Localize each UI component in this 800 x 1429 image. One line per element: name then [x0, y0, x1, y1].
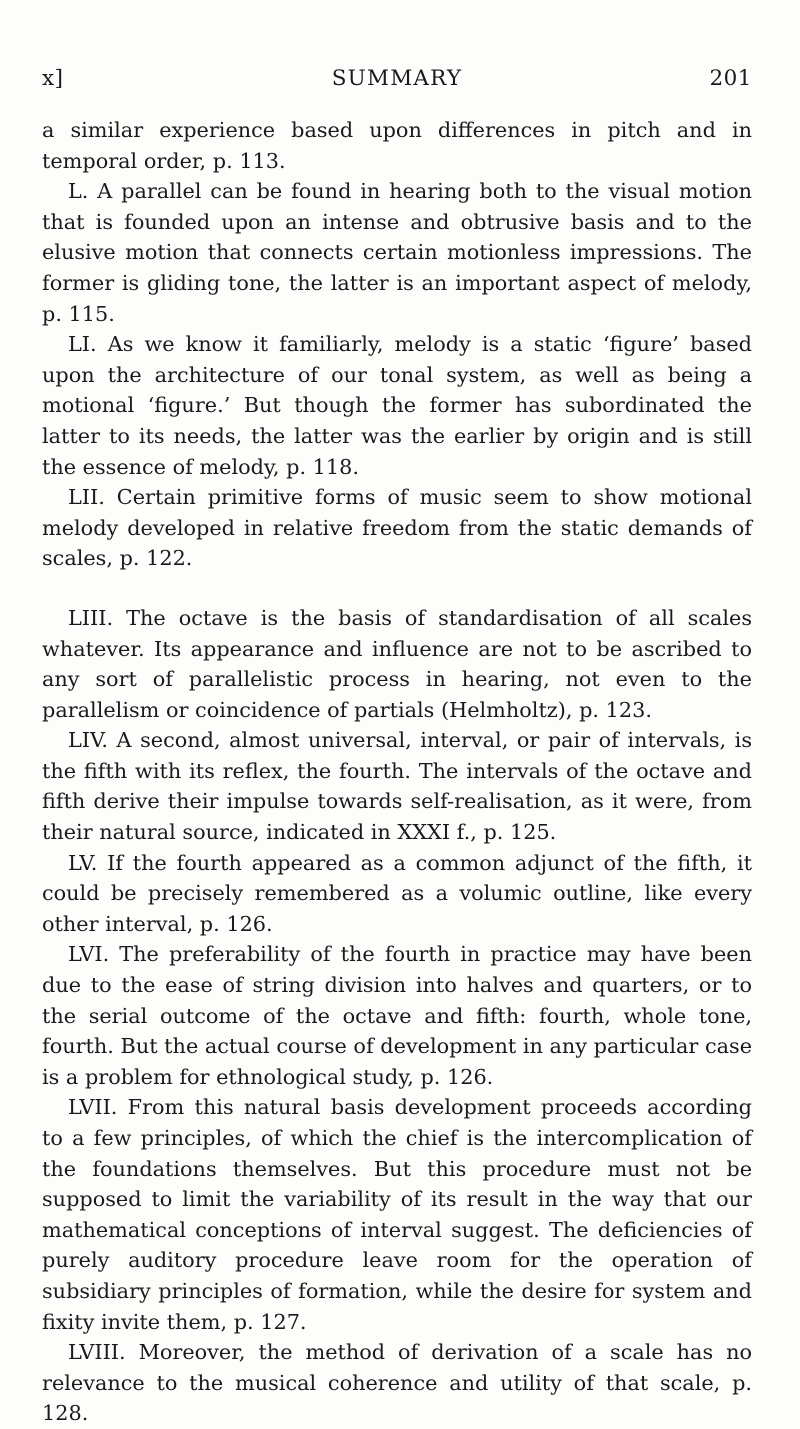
paragraph-continuation: a similar experience based upon differences in pitch and in temporal order, p. 113.: [42, 118, 752, 173]
paragraph-LVII: LVII. From this natural basis development proceeds according to a few principles, of which the chief is the intercomplication of the foundations themselves. But this procedure must not be supposed to limit the variability of its result in the way that our mathematical conceptions of interval suggest. The deficiencies of purely auditory procedure leave room for the operation of subsidiary principles of formation, while the desire for system and fixity invite them, p. 127.: [42, 1095, 752, 1334]
running-title: SUMMARY: [331, 66, 463, 91]
paragraph-LIV: LIV. A second, almost universal, interval, or pair of intervals, is the fifth with its reflex, the fourth. The intervals of the octave and fifth derive their impulse towards self-realisation, as it were, from their natural source, indicated in XXXI f., p. 125.: [42, 728, 752, 845]
page-number: 201: [709, 66, 752, 91]
paragraph-LV: LV. If the fourth appeared as a common adjunct of the fifth, it could be precisely remembered as a volumic outline, like every other interval, p. 126.: [42, 850, 752, 936]
paragraph-LII: LII. Certain primitive forms of music seem to show motional melody developed in relative freedom from the static demands of scales, p. 122.: [42, 485, 752, 571]
paragraph-L: L. A parallel can be found in hearing both to the visual motion that is founded upon an intense and obtrusive basis and to the elusive motion that connects certain motionless impressions. The former is gliding tone, the latter is an important aspect of melody, p. 115.: [42, 179, 752, 326]
paragraph-LI: LI. As we know it familiarly, melody is a static ‘figure’ based upon the architecture of our tonal system, as well as being a motional ‘figure.’ But though the former has subordinated the latter to its needs, the latter was the earlier by origin and is still the essence of melody, p. 118.: [42, 332, 752, 479]
running-head: [42, 66, 752, 92]
chapter-marker: x]: [42, 66, 64, 91]
paragraph-LVI: LVI. The preferability of the fourth in practice may have been due to the ease of string division into halves and quarters, or to the serial outcome of the octave and fifth: fourth, whole tone, fourth. But the actual course of development in any particular case is a problem for ethnological study, p. 126.: [42, 942, 752, 1089]
book-page: [42, 66, 752, 1429]
paragraph-LVIII: LVIII. Moreover, the method of derivation of a scale has no relevance to the musical coherence and utility of that scale, p. 128.: [42, 1340, 752, 1426]
summary-text: [42, 115, 752, 1429]
paragraph-LIII: LIII. The octave is the basis of standardisation of all scales whatever. Its appearance and influence are not to be ascribed to any sort of parallelistic process in hearing, not even to the parallelism or coincidence of partials (Helmholtz), p. 123.: [42, 605, 752, 722]
